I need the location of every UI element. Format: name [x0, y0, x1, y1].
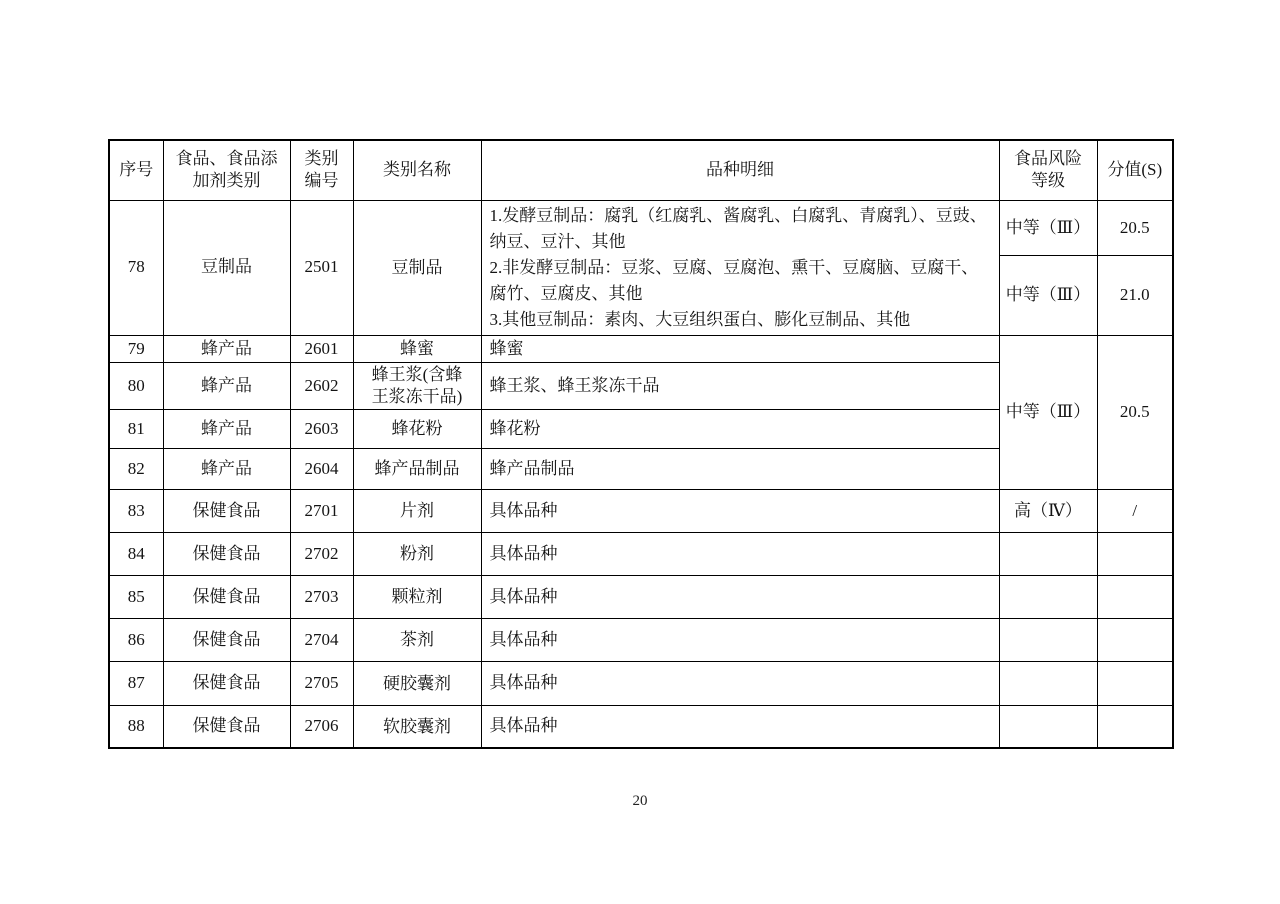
cell-detail: 具体品种: [481, 705, 999, 748]
cell-seq: 80: [109, 362, 163, 409]
cell-code: 2603: [290, 409, 353, 448]
cell-detail: 具体品种: [481, 532, 999, 575]
cell-name-text: 粉剂: [400, 544, 434, 564]
cell-category: 保健食品: [163, 661, 290, 705]
cell-name: [353, 335, 481, 362]
header-risk: [999, 140, 1097, 200]
cell-detail: 具体品种: [481, 575, 999, 618]
table-row-79: [109, 335, 1173, 362]
cell-category: 保健食品: [163, 489, 290, 532]
cell-name: [353, 200, 481, 335]
cell-risk: [999, 532, 1097, 575]
cell-name-text: 软胶囊剂: [383, 717, 451, 736]
cell-seq: 78: [109, 200, 163, 335]
cell-seq: 83: [109, 489, 163, 532]
cell-risk: 中等（Ⅲ）: [999, 200, 1097, 256]
cell-score: [1097, 661, 1173, 705]
cell-name-text: 颗粒剂: [391, 587, 443, 607]
cell-detail: [481, 200, 999, 335]
page-number: 20: [632, 793, 648, 809]
detail-item-1: 1.发酵豆制品：腐乳（红腐乳、酱腐乳、白腐乳、青腐乳）、豆豉、纳豆、豆汁、其他: [489, 205, 987, 251]
cell-code: 2706: [290, 705, 353, 748]
cell-score: [1097, 618, 1173, 661]
header-seq: 序号: [109, 140, 163, 200]
cell-code: 2703: [290, 575, 353, 618]
cell-code: 2604: [290, 448, 353, 489]
header-detail: 品种明细: [481, 140, 999, 200]
cell-code: 2702: [290, 532, 353, 575]
cell-name-text: 蜂蜜: [400, 339, 434, 359]
cell-score: [1097, 575, 1173, 618]
cell-score: 21.0: [1097, 256, 1173, 335]
cell-detail: 具体品种: [481, 489, 999, 532]
cell-seq: 79: [109, 335, 163, 362]
cell-seq: 85: [109, 575, 163, 618]
cell-seq: 82: [109, 448, 163, 489]
header-name: 类别名称: [353, 140, 481, 200]
cell-seq: 88: [109, 705, 163, 748]
cell-name: [353, 532, 481, 575]
cell-seq: 81: [109, 409, 163, 448]
table-row-78a: [109, 200, 1173, 256]
table-row-83: [109, 489, 1173, 532]
cell-risk-merged: 中等（Ⅲ）: [999, 335, 1097, 489]
cell-score: /: [1097, 489, 1173, 532]
header-code-label: 类别编号: [304, 149, 339, 191]
cell-code: 2602: [290, 362, 353, 409]
table-row-88: [109, 705, 1173, 748]
cell-category: 蜂产品: [163, 362, 290, 409]
cell-score: [1097, 705, 1173, 748]
detail-item-3: 3.其他豆制品：素肉、大豆组织蛋白、膨化豆制品、其他: [489, 309, 911, 329]
cell-name-text: 豆制品: [391, 257, 443, 277]
cell-name: [353, 448, 481, 489]
cell-name: [353, 409, 481, 448]
cell-detail: 蜂王浆、蜂王浆冻干品: [481, 362, 999, 409]
cell-seq: 87: [109, 661, 163, 705]
cell-category: 蜂产品: [163, 335, 290, 362]
detail-item-2: 2.非发酵豆制品：豆浆、豆腐、豆腐泡、熏干、豆腐脑、豆腐干、腐竹、豆腐皮、其他: [489, 257, 979, 303]
cell-name: [353, 661, 481, 705]
cell-category: 蜂产品: [163, 448, 290, 489]
cell-detail: 具体品种: [481, 661, 999, 705]
header-score: 分值(S): [1097, 140, 1173, 200]
cell-name-text: 蜂产品制品: [374, 459, 460, 479]
cell-name: [353, 618, 481, 661]
cell-score-merged: 20.5: [1097, 335, 1173, 489]
header-risk-label: 食品风险等级: [1014, 149, 1082, 191]
cell-category: 豆制品: [163, 200, 290, 335]
cell-seq: 84: [109, 532, 163, 575]
cell-category: 保健食品: [163, 575, 290, 618]
cell-code: 2701: [290, 489, 353, 532]
cell-name: [353, 489, 481, 532]
cell-category: 保健食品: [163, 532, 290, 575]
cell-name: [353, 575, 481, 618]
cell-category: 保健食品: [163, 705, 290, 748]
header-category-label: 食品、食品添加剂类别: [175, 149, 278, 191]
header-category: [163, 140, 290, 200]
cell-category: 保健食品: [163, 618, 290, 661]
table-header-row: [109, 140, 1173, 200]
cell-detail: 蜂蜜: [481, 335, 999, 362]
cell-risk: 中等（Ⅲ）: [999, 256, 1097, 335]
cell-risk: 高（Ⅳ）: [999, 489, 1097, 532]
cell-detail: 蜂花粉: [481, 409, 999, 448]
cell-seq: 86: [109, 618, 163, 661]
cell-detail: 蜂产品制品: [481, 448, 999, 489]
table-row-86: [109, 618, 1173, 661]
cell-detail: 具体品种: [481, 618, 999, 661]
cell-name: [353, 705, 481, 748]
cell-score: 20.5: [1097, 200, 1173, 256]
cell-risk: [999, 618, 1097, 661]
cell-name-text: 片剂: [400, 501, 434, 521]
table-row-84: [109, 532, 1173, 575]
table-row-85: [109, 575, 1173, 618]
cell-risk: [999, 661, 1097, 705]
cell-name-text: 茶剂: [400, 630, 434, 650]
cell-code: 2601: [290, 335, 353, 362]
cell-name-text: 蜂王浆(含蜂王浆冻干品): [371, 364, 463, 406]
cell-risk: [999, 705, 1097, 748]
cell-code: 2704: [290, 618, 353, 661]
cell-name-text: 硬胶囊剂: [383, 673, 451, 693]
cell-score: [1097, 532, 1173, 575]
table-row-87: [109, 661, 1173, 705]
food-risk-table: [108, 139, 1174, 749]
cell-name: [353, 362, 481, 409]
header-code: [290, 140, 353, 200]
cell-name-text: 蜂花粉: [391, 419, 443, 439]
cell-risk: [999, 575, 1097, 618]
cell-code: 2705: [290, 661, 353, 705]
cell-code: 2501: [290, 200, 353, 335]
cell-category: 蜂产品: [163, 409, 290, 448]
